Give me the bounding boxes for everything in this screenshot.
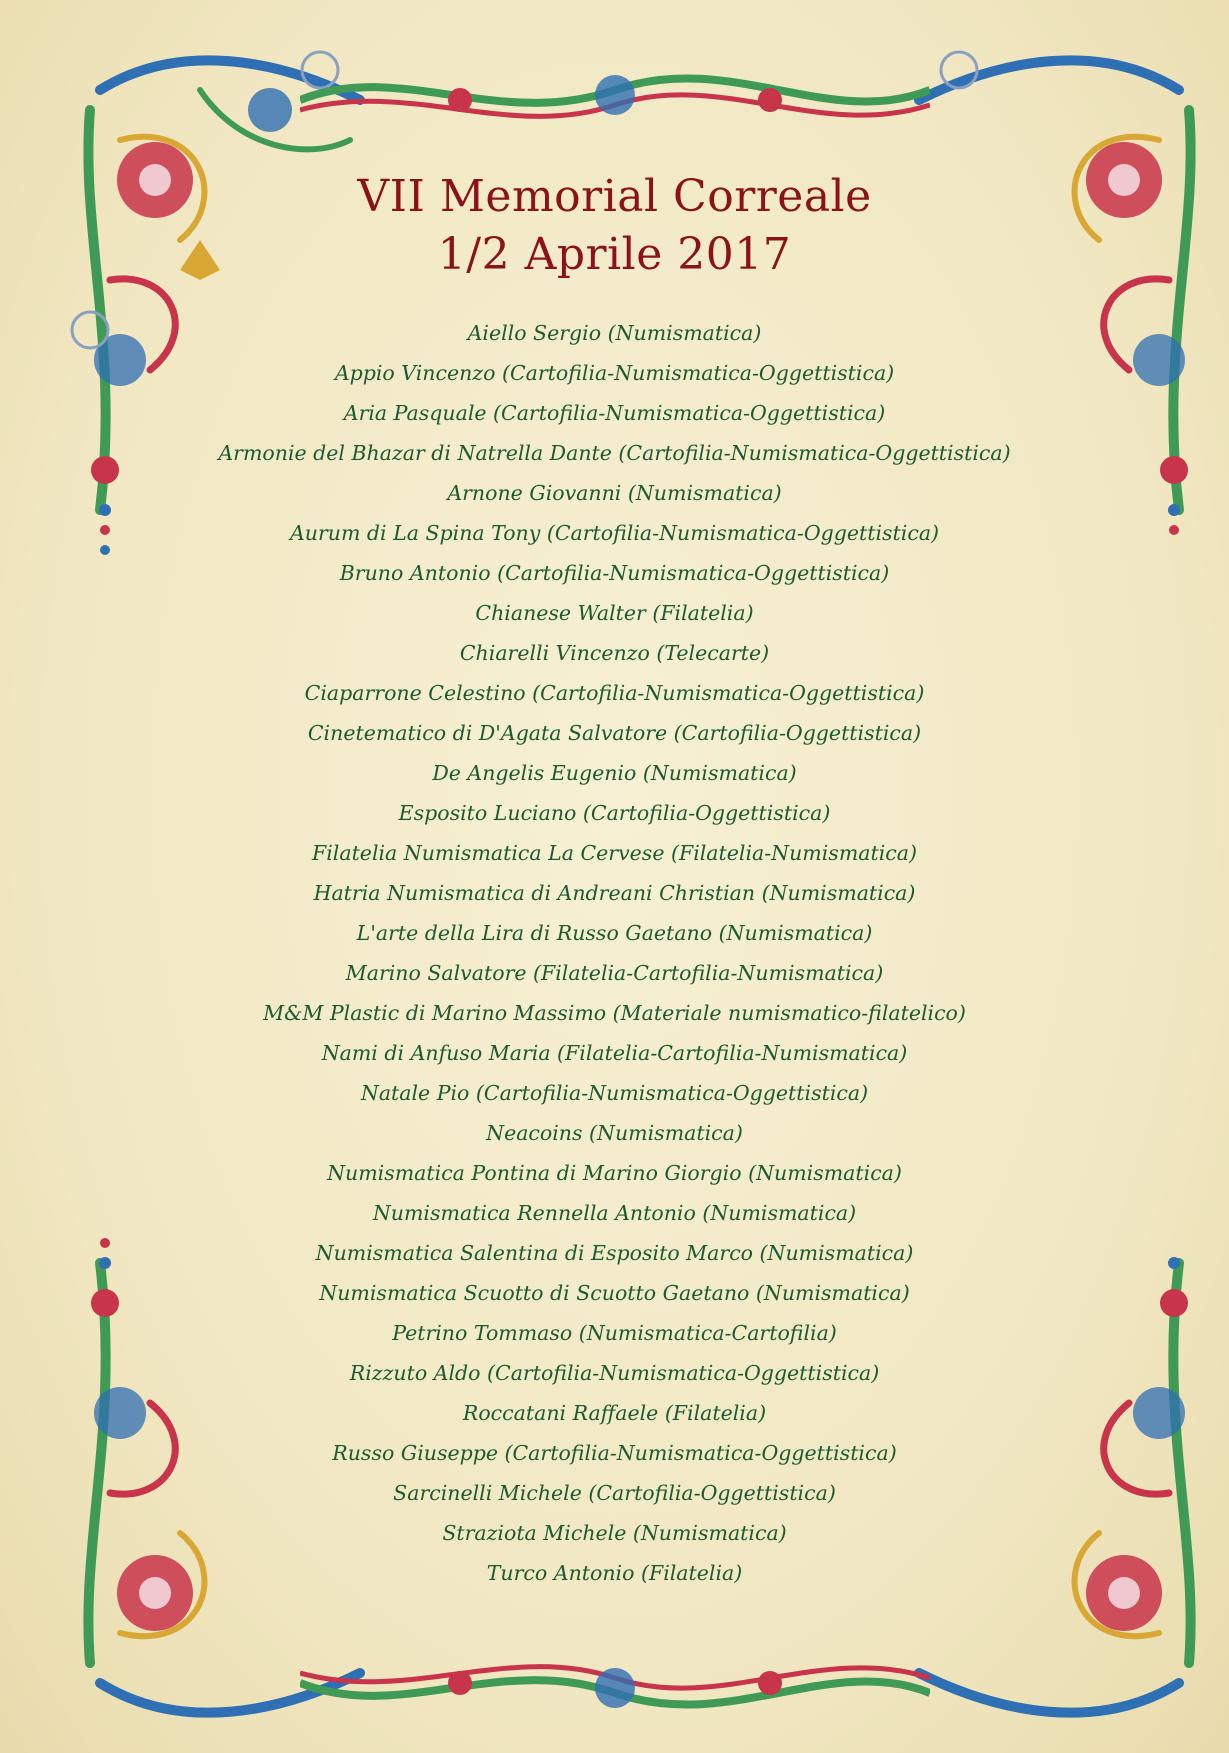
exhibitor-entry: Numismatica Rennella Antonio (Numismatica): [372, 1201, 857, 1225]
exhibitor-entry: Ciaparrone Celestino (Cartofilia-Numismatica-Oggettistica): [304, 681, 925, 705]
exhibitor-entry: Marino Salvatore (Filatelia-Cartofilia-Numismatica): [345, 961, 884, 985]
exhibitor-entry: Numismatica Scuotto di Scuotto Gaetano (Numismatica): [319, 1281, 910, 1305]
exhibitor-entry: Arnone Giovanni (Numismatica): [447, 481, 782, 505]
exhibitor-entry: Petrino Tommaso (Numismatica-Cartofilia): [392, 1321, 837, 1345]
exhibitor-entry: Nami di Anfuso Maria (Filatelia-Cartofilia-Numismatica): [321, 1041, 908, 1065]
exhibitor-entry: Chiarelli Vincenzo (Telecarte): [459, 641, 770, 665]
exhibitor-entry: Cinetematico di D'Agata Salvatore (Cartofilia-Oggettistica): [307, 721, 922, 745]
exhibitor-entry: Aiello Sergio (Numismatica): [467, 321, 762, 345]
exhibitor-entry: Bruno Antonio (Cartofilia-Numismatica-Oggettistica): [339, 561, 890, 585]
exhibitor-entry: M&M Plastic di Marino Massimo (Materiale numismatico-filatelico): [263, 1001, 966, 1025]
exhibitor-entry: L'arte della Lira di Russo Gaetano (Numismatica): [356, 921, 873, 945]
title-line-date: 1/2 Aprile 2017: [437, 229, 792, 280]
exhibitor-entry: Esposito Luciano (Cartofilia-Oggettistica): [398, 801, 831, 825]
exhibitor-entry: Aurum di La Spina Tony (Cartofilia-Numismatica-Oggettistica): [289, 521, 940, 545]
exhibitor-entry: Chianese Walter (Filatelia): [475, 601, 754, 625]
exhibitor-entry: Filatelia Numismatica La Cervese (Filatelia-Numismatica): [312, 841, 917, 865]
page-title: [0, 168, 1229, 284]
exhibitor-entry: Sarcinelli Michele (Cartofilia-Oggettistica): [393, 1481, 836, 1505]
exhibitor-entry: Turco Antonio (Filatelia): [486, 1561, 743, 1585]
exhibitor-entry: Russo Giuseppe (Cartofilia-Numismatica-Oggettistica): [332, 1441, 897, 1465]
exhibitor-entry: De Angelis Eugenio (Numismatica): [432, 761, 797, 785]
exhibitor-entry: Neacoins (Numismatica): [486, 1121, 743, 1145]
title-line-event: VII Memorial Correale: [357, 171, 872, 222]
exhibitor-list: [0, 313, 1229, 1593]
exhibitor-entry: Hatria Numismatica di Andreani Christian (Numismatica): [313, 881, 916, 905]
exhibitor-entry: Straziota Michele (Numismatica): [442, 1521, 787, 1545]
exhibitor-entry: Natale Pio (Cartofilia-Numismatica-Oggettistica): [360, 1081, 869, 1105]
exhibitor-entry: Aria Pasquale (Cartofilia-Numismatica-Oggettistica): [343, 401, 886, 425]
exhibitor-entry: Numismatica Pontina di Marino Giorgio (Numismatica): [327, 1161, 902, 1185]
exhibitor-entry: Appio Vincenzo (Cartofilia-Numismatica-Oggettistica): [334, 361, 895, 385]
exhibitor-entry: Rizzuto Aldo (Cartofilia-Numismatica-Oggettistica): [349, 1361, 880, 1385]
exhibitor-entry: Armonie del Bhazar di Natrella Dante (Cartofilia-Numismatica-Oggettistica): [218, 441, 1011, 465]
exhibitor-entry: Roccatani Raffaele (Filatelia): [462, 1401, 767, 1425]
floral-garland-top: [300, 50, 930, 140]
floral-garland-bottom: [300, 1643, 930, 1733]
exhibitor-entry: Numismatica Salentina di Esposito Marco (Numismatica): [315, 1241, 914, 1265]
